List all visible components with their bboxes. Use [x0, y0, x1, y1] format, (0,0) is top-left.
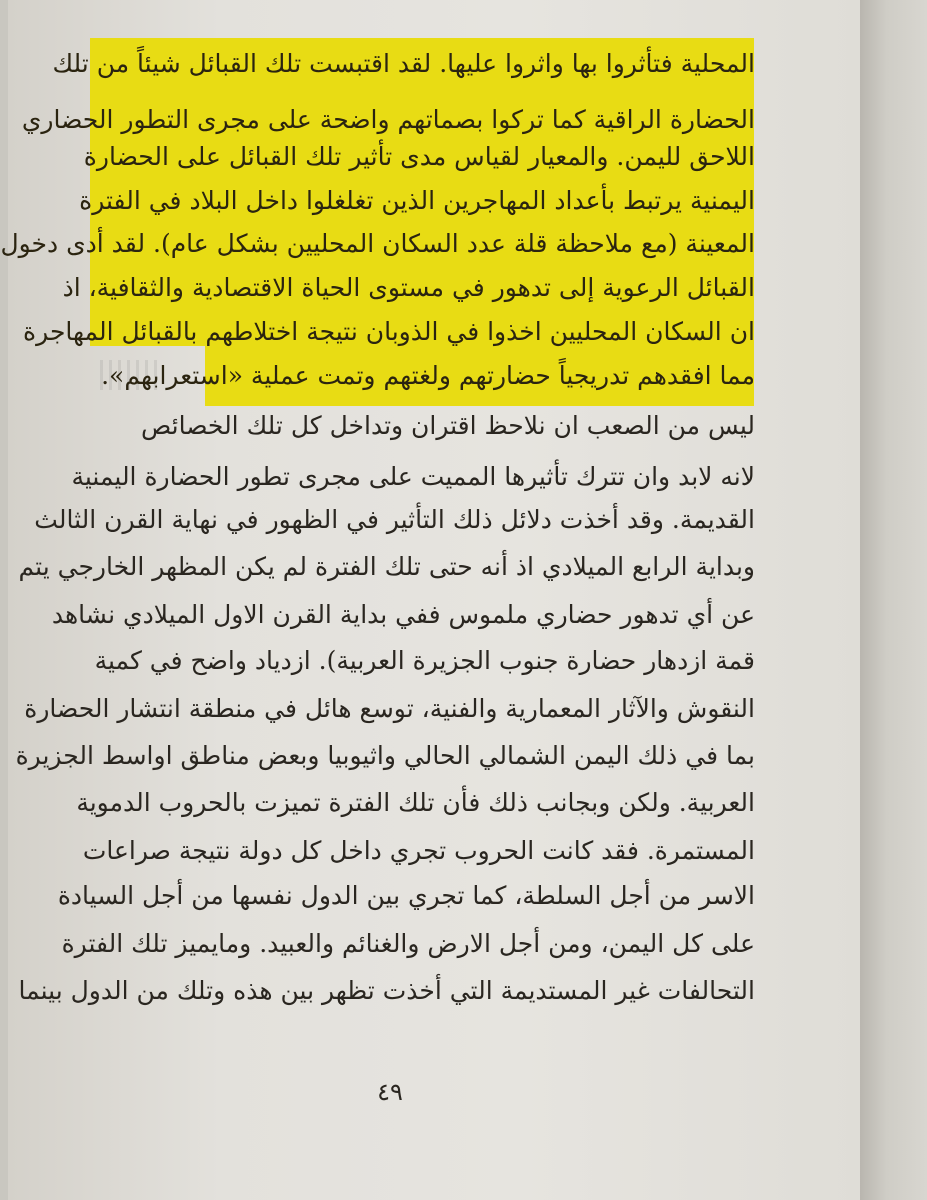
text-line: العربية. ولكن وبجانب ذلك فأن تلك الفترة تميزت بالحروب الدموية — [76, 788, 755, 817]
text-line: وبداية الرابع الميلادي اذ أنه حتى تلك الفترة لم يكن المظهر الخارجي يتم — [18, 552, 755, 581]
text-line: الاسر من أجل السلطة، كما تجري بين الدول نفسها من أجل السيادة — [57, 881, 755, 910]
text-line: قمة ازدهار حضارة جنوب الجزيرة العربية). ازدياد واضح في كمية — [94, 646, 755, 675]
text-line: النقوش والآثار المعمارية والفنية، توسع هائل في منطقة انتشار الحضارة — [24, 694, 755, 723]
text-line: عن أي تدهور حضاري ملموس ففي بداية القرن الاول الميلادي نشاهد — [51, 600, 755, 629]
text-line: بما في ذلك اليمن الشمالي الحالي واثيوبيا وبعض مناطق اواسط الجزيرة — [15, 741, 755, 770]
text-line: لانه لابد وان تترك تأثيرها المميت على مجرى تطور الحضارة اليمنية — [71, 462, 755, 491]
text-line: المستمرة. فقد كانت الحروب تجري داخل كل دولة نتيجة صراعات — [82, 836, 755, 865]
text-line: الحضارة الراقية كما تركوا بصماتهم واضحة على مجرى التطور الحضاري — [21, 105, 755, 134]
text-line: المحلية فتأثروا بها واثروا عليها. لقد اقتبست تلك القبائل شيئاً من تلك — [52, 49, 755, 78]
text-line: مما افقدهم تدريجياً حضارتهم ولغتهم وتمت عملية «استعرابهم». — [101, 361, 755, 390]
text-line: التحالفات غير المستديمة التي أخذت تظهر بين هذه وتلك من الدول بينما — [18, 976, 755, 1005]
text-line: على كل اليمن، ومن أجل الارض والغنائم والعبيد. ومايميز تلك الفترة — [61, 929, 755, 958]
text-line: القبائل الرعوية إلى تدهور في مستوى الحياة الاقتصادية والثقافية، اذ — [62, 273, 755, 302]
text-line: ليس من الصعب ان نلاحظ اقتران وتداخل كل تلك الخصائص — [141, 411, 755, 440]
text-line: اللاحق لليمن. والمعيار لقياس مدى تأثير تلك القبائل على الحضارة — [83, 142, 755, 171]
text-line: اليمنية يرتبط بأعداد المهاجرين الذين تغلغلوا داخل البلاد في الفترة — [79, 186, 755, 215]
text-line: القديمة. وقد أخذت دلائل ذلك التأثير في الظهور في نهاية القرن الثالث — [34, 505, 755, 534]
page-number: ٤٩ — [377, 1078, 403, 1106]
text-line: ان السكان المحليين اخذوا في الذوبان نتيجة اختلاطهم بالقبائل المهاجرة — [23, 317, 755, 346]
text-line: المعينة (مع ملاحظة قلة عدد السكان المحليين بشكل عام). لقد أدى دخول — [0, 229, 755, 258]
